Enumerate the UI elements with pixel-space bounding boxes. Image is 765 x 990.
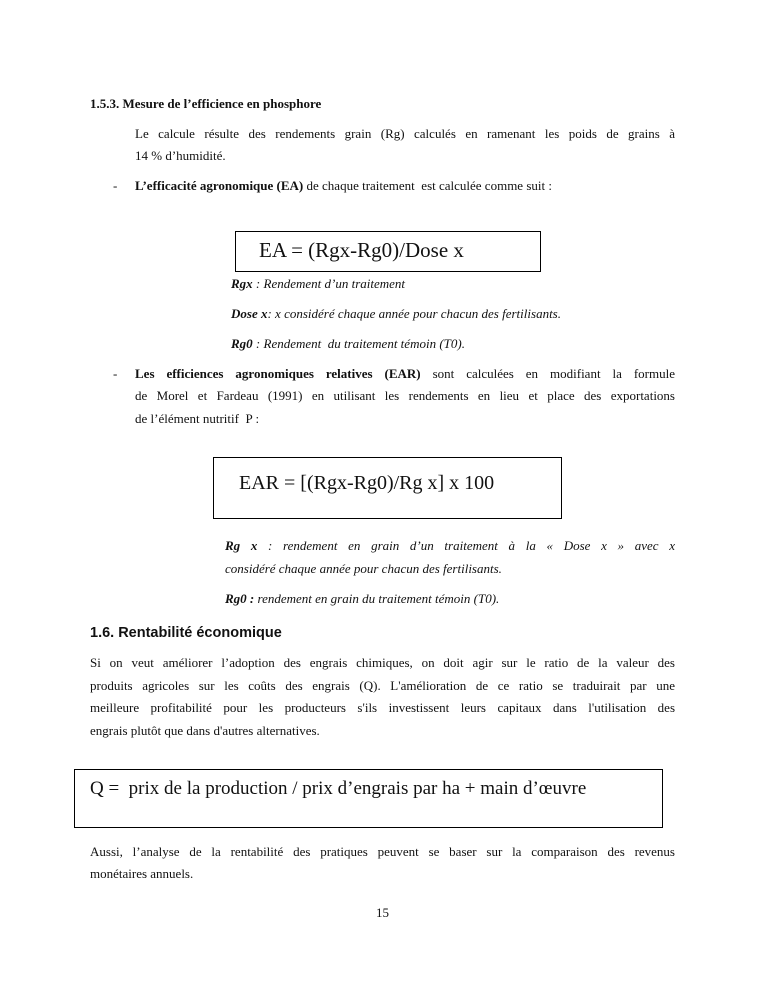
legend-ea-rg0 [231, 333, 465, 355]
formula-ea: EA = (Rgx-Rg0)/Dose x [259, 238, 464, 262]
para-16-line-1: Si on veut améliorer l’adoption des engrais chimiques, on doit agir sur le ratio de la valeur des [90, 655, 675, 670]
section-heading-153: 1.5.3. Mesure de l’efficience en phosphore [90, 96, 322, 111]
legend-ear-rg0 [225, 588, 499, 610]
bullet-ear-line-2: de Morel et Fardeau (1991) en utilisant les rendements en lieu et place des exportations [135, 388, 675, 403]
legend-term: Rg x [225, 538, 258, 553]
legend-term: Rgx [231, 276, 253, 291]
para-16-line-3: meilleure profitabilité pour les producteurs s'ils investissent leurs capitaux dans l'utilisation des [90, 700, 675, 715]
legend-desc: rendement en grain du traitement témoin (T0). [254, 591, 500, 606]
closing-line-1: Aussi, l’analyse de la rentabilité des pratiques peuvent se baser sur la comparaison des revenus [90, 844, 675, 859]
intro-line-1: Le calcule résulte des rendements grain (Rg) calculés en ramenant les poids de grains à [135, 126, 675, 141]
bullet-ear-line-3: de l’élément nutritif P : [135, 411, 260, 426]
bullet-marker-ear: - [113, 366, 118, 381]
formula-q: Q = prix de la production / prix d’engrais par ha + main d’œuvre [90, 778, 587, 799]
section-heading-16: 1.6. Rentabilité économique [90, 625, 282, 641]
legend-ea-dose [231, 303, 561, 325]
ear-bold-term: Les efficiences agronomiques relatives (EAR) [135, 366, 421, 381]
bullet-marker-ea: - [113, 178, 118, 193]
legend-desc: : rendement en grain d’un traitement à la « Dose x » avec x [257, 538, 675, 553]
bullet-ea-text [135, 175, 552, 197]
formula-ear: EAR = [(Rgx-Rg0)/Rg x] x 100 [239, 472, 495, 494]
para-16-line-2: produits agricoles sur les coûts des engrais (Q). L'amélioration de ce ratio se traduirait par une [90, 678, 675, 693]
bullet-ear-line-1 [135, 363, 675, 385]
para-16-line-4: engrais plutôt que dans d'autres alternatives. [90, 723, 320, 738]
legend-ea-rgx [231, 273, 405, 295]
legend-desc: : Rendement d’un traitement [252, 276, 406, 291]
ear-rest: sont calculées en modifiant la formule [420, 366, 675, 381]
page-number: 15 [376, 905, 389, 920]
legend-term: Dose x [231, 306, 268, 321]
legend-desc: : x considéré chaque année pour chacun des fertilisants. [267, 306, 561, 321]
intro-line-2: 14 % d’humidité. [135, 148, 226, 163]
closing-line-2: monétaires annuels. [90, 866, 194, 881]
legend-ear-rgx-line-1 [225, 535, 675, 557]
ea-rest: de chaque traitement est calculée comme suit : [303, 178, 552, 193]
legend-term: Rg0 [231, 336, 253, 351]
legend-term: Rg0 : [225, 591, 255, 606]
legend-ear-rgx-line-2: considéré chaque année pour chacun des fertilisants. [225, 561, 502, 576]
legend-desc: : Rendement du traitement témoin (T0). [252, 336, 465, 351]
ea-bold-term: L’efficacité agronomique (EA) [135, 178, 304, 193]
